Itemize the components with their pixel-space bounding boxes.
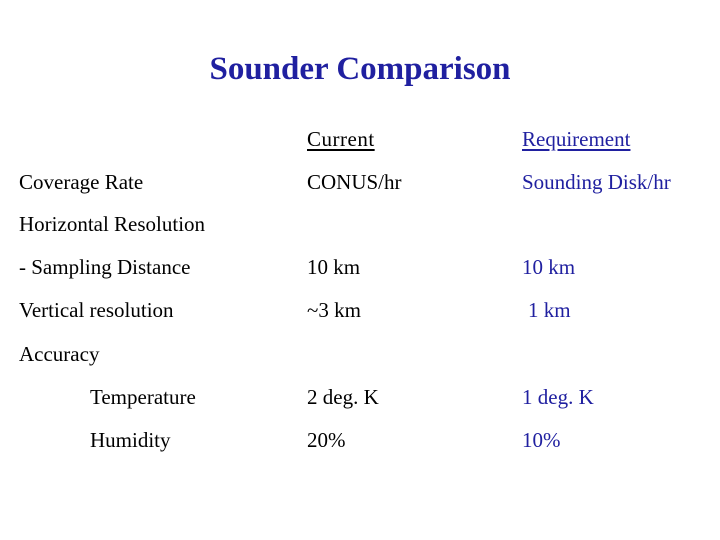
row-current-temperature: 2 deg. K [307,385,379,409]
row-current-vertical-resolution: ~3 km [307,298,361,322]
row-requirement-temperature: 1 deg. K [522,385,594,409]
row-label-vertical-resolution: Vertical resolution [19,298,174,322]
page-title: Sounder Comparison [209,51,511,87]
row-label-humidity: Humidity [90,428,171,452]
row-current-humidity: 20% [307,428,346,452]
section-label-accuracy: Accuracy [19,342,100,366]
row-label-temperature: Temperature [90,385,196,409]
row-current-coverage-rate: CONUS/hr [307,170,402,194]
row-label-coverage-rate: Coverage Rate [19,170,144,194]
row-requirement-humidity: 10% [522,428,561,452]
row-current-sampling-distance: 10 km [307,255,361,279]
header-current: Current [307,127,375,151]
header-requirement: Requirement [522,127,631,151]
section-label-horizontal-resolution: Horizontal Resolution [19,212,206,236]
row-label-sampling-distance: - Sampling Distance [19,255,191,279]
row-requirement-vertical-resolution: 1 km [528,298,571,322]
row-requirement-coverage-rate: Sounding Disk/hr [522,170,671,194]
row-requirement-sampling-distance: 10 km [522,255,576,279]
